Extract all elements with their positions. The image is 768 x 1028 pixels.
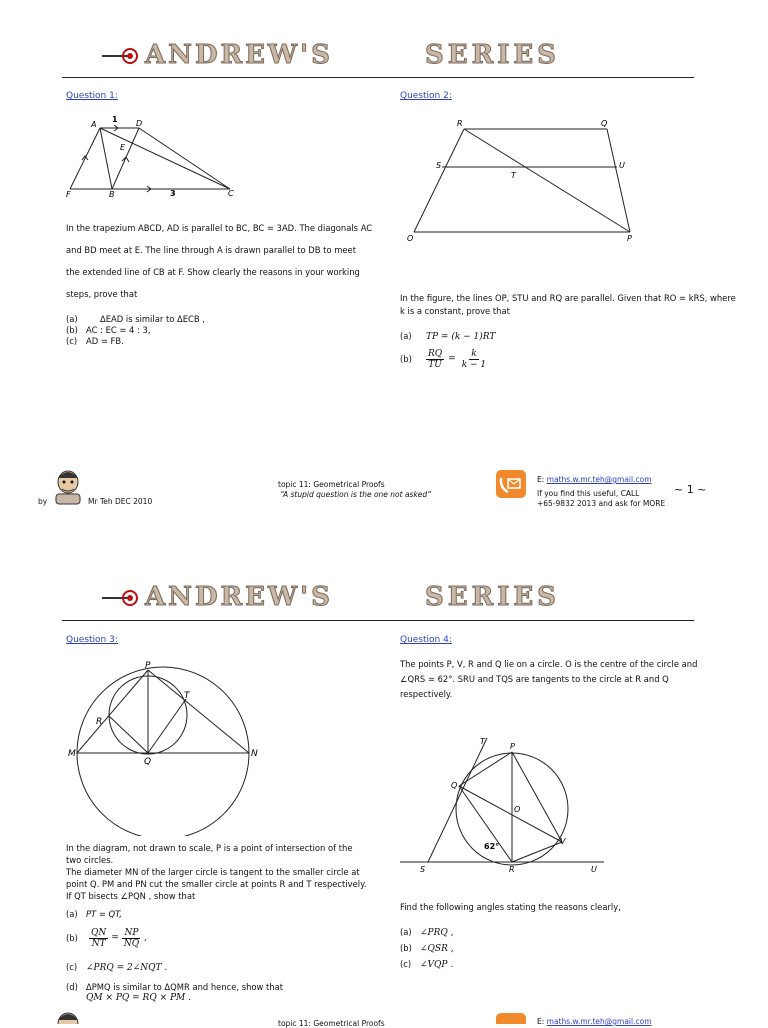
q1-label-C: C — [228, 189, 234, 198]
q2-label-S: S — [436, 161, 442, 170]
q3-part-d: (d) ΔPMQ is similar to ΔQMR and hence, show that QM × PQ = RQ × PM . — [66, 982, 284, 1003]
q2-title[interactable]: Question 2: — [400, 91, 452, 101]
q4-label-P: P — [510, 742, 515, 751]
page-number: ~ 1 ~ — [674, 483, 707, 496]
q4-body — [400, 657, 730, 702]
author-avatar-icon — [50, 468, 86, 506]
banner-title-right: SERIES — [425, 582, 560, 612]
q2-label-R: R — [457, 119, 463, 128]
footer-phone-line: +65-9832 2013 and ask for MORE — [537, 499, 666, 508]
q4-circle-tangents-diagram — [398, 734, 618, 884]
q3-label-P: P — [145, 661, 151, 671]
q2-label-Q: Q — [601, 119, 608, 128]
q2-parallel-lines-diagram — [398, 112, 648, 252]
q4-body-line: The points P, V, R and Q lie on a circle. O is the centre of the circle and — [400, 659, 698, 669]
q3-label-N: N — [251, 749, 258, 759]
q4-part-a: (a) ∠PRQ , — [400, 927, 454, 938]
q4-part-b: (b) ∠QSR , — [400, 943, 454, 954]
q1-body-line: the extended line of CB at F. Show clearly the reasons in your working — [66, 267, 360, 277]
q1-label-F: F — [66, 190, 71, 199]
q4-label-R: R — [509, 865, 515, 874]
q3-part-c: (c) ∠PRQ = 2∠NQT . — [66, 962, 168, 973]
q1-label-D: D — [136, 119, 143, 128]
footer2-email-line: E: maths.w.mr.teh@gmail.com — [537, 1017, 652, 1026]
footer-by: by — [38, 497, 48, 506]
q1-body-line: steps, prove that — [66, 289, 138, 299]
q1-label-A: A — [91, 120, 97, 129]
footer-quote: “A stupid question is the one not asked” — [280, 490, 432, 499]
q1-part-a: (a) ΔEAD is similar to ΔECB , — [66, 314, 205, 324]
q2-label-U: U — [619, 161, 625, 170]
phone-mail-icon — [496, 470, 526, 498]
q3-label-R: R — [96, 717, 103, 727]
footer2-topic: topic 11: Geometrical Proofs — [278, 1019, 385, 1028]
q3-body-line: two circles. — [66, 855, 114, 865]
q3-title[interactable]: Question 3: — [66, 635, 118, 645]
q2-body-line: k is a constant, prove that — [400, 306, 510, 316]
q2-label-P: P — [627, 234, 632, 243]
q4-body-line: ∠QRS = 62°. SRU and TQS are tangents to the circle at R and Q — [400, 674, 669, 684]
q3-label-T: T — [184, 691, 190, 701]
q3-label-M: M — [68, 749, 76, 759]
header-rule-1 — [62, 77, 694, 78]
q4-label-T: T — [480, 737, 485, 746]
q1-body-line: and BD meet at E. The line through A is drawn parallel to DB to meet — [66, 245, 356, 255]
q1-title[interactable]: Question 1: — [66, 91, 118, 101]
q1-label-one: 1 — [112, 115, 118, 124]
q4-label-V: V — [560, 837, 566, 846]
q2-part-b: (b) $\frac{RQ}{TU}$ = $\frac{k}{k - 1}$ — [400, 349, 487, 370]
q2-part-a: (a) TP = (k − 1)RT — [400, 331, 496, 342]
banner-title-left: ANDREW'S — [145, 40, 333, 70]
q3-body-line: The diameter MN of the larger circle is tangent to the smaller circle at — [66, 867, 360, 877]
q1-trapezium-diagram — [62, 112, 252, 202]
q3-label-Q: Q — [144, 757, 152, 767]
q2-label-T: T — [511, 171, 516, 180]
q4-instruction: Find the following angles stating the reasons clearly, — [400, 902, 621, 912]
q4-parts — [400, 925, 454, 973]
q2-body-line: In the figure, the lines OP, STU and RQ are parallel. Given that RO = kRS, where — [400, 293, 736, 303]
q3-body — [66, 842, 386, 902]
banner-title-left: ANDREW'S — [145, 582, 333, 612]
q1-label-B: B — [109, 190, 115, 199]
q1-label-three: 3 — [170, 189, 176, 198]
q3-body-line: point Q. PM and PN cut the smaller circle at points R and T respectively. — [66, 879, 367, 889]
q4-label-U: U — [591, 865, 597, 874]
q1-body — [66, 217, 386, 305]
q4-title[interactable]: Question 4: — [400, 635, 452, 645]
header-rule-2 — [62, 620, 694, 621]
q4-body-line: respectively. — [400, 689, 453, 699]
q3-body-line: If QT bisects ∠PQN , show that — [66, 891, 196, 901]
email-link[interactable]: maths.w.mr.teh@gmail.com — [546, 1017, 652, 1026]
banner-title-right: SERIES — [425, 40, 560, 70]
q1-body-line: In the trapezium ABCD, AD is parallel to BC, BC = 3AD. The diagonals AC — [66, 223, 373, 233]
q1-parts — [66, 314, 366, 347]
q4-label-Q: Q — [451, 781, 458, 790]
q1-part-b: (b) AC : EC = 4 : 3, — [66, 325, 151, 335]
footer-topic: topic 11: Geometrical Proofs — [278, 480, 385, 489]
footer-author: Mr Teh DEC 2010 — [88, 497, 153, 506]
q4-part-c: (c) ∠VQP . — [400, 959, 454, 970]
email-link[interactable]: maths.w.mr.teh@gmail.com — [546, 475, 652, 484]
q1-label-E: E — [120, 143, 126, 152]
footer-email-line: E: maths.w.mr.teh@gmail.com — [537, 475, 652, 484]
footer-call-line: If you find this useful, CALL — [537, 489, 640, 498]
q1-part-c: (c) AD = FB. — [66, 336, 124, 346]
q3-body-line: In the diagram, not drawn to scale, P is a point of intersection of the — [66, 843, 353, 853]
q2-label-O: O — [407, 234, 414, 243]
q4-label-angle: 62° — [484, 842, 500, 851]
phone-mail-icon — [496, 1013, 526, 1024]
q3-part-a: (a) PT = QT, — [66, 909, 122, 919]
q3-part-b: (b) $\frac{QN}{NT}$ = $\frac{NP}{NQ}$ , — [66, 928, 147, 949]
q4-label-O: O — [514, 805, 521, 814]
author-avatar-icon — [52, 1012, 84, 1024]
q2-body — [400, 292, 740, 318]
q4-label-S: S — [420, 865, 426, 874]
q3-two-circles-diagram — [66, 656, 276, 836]
